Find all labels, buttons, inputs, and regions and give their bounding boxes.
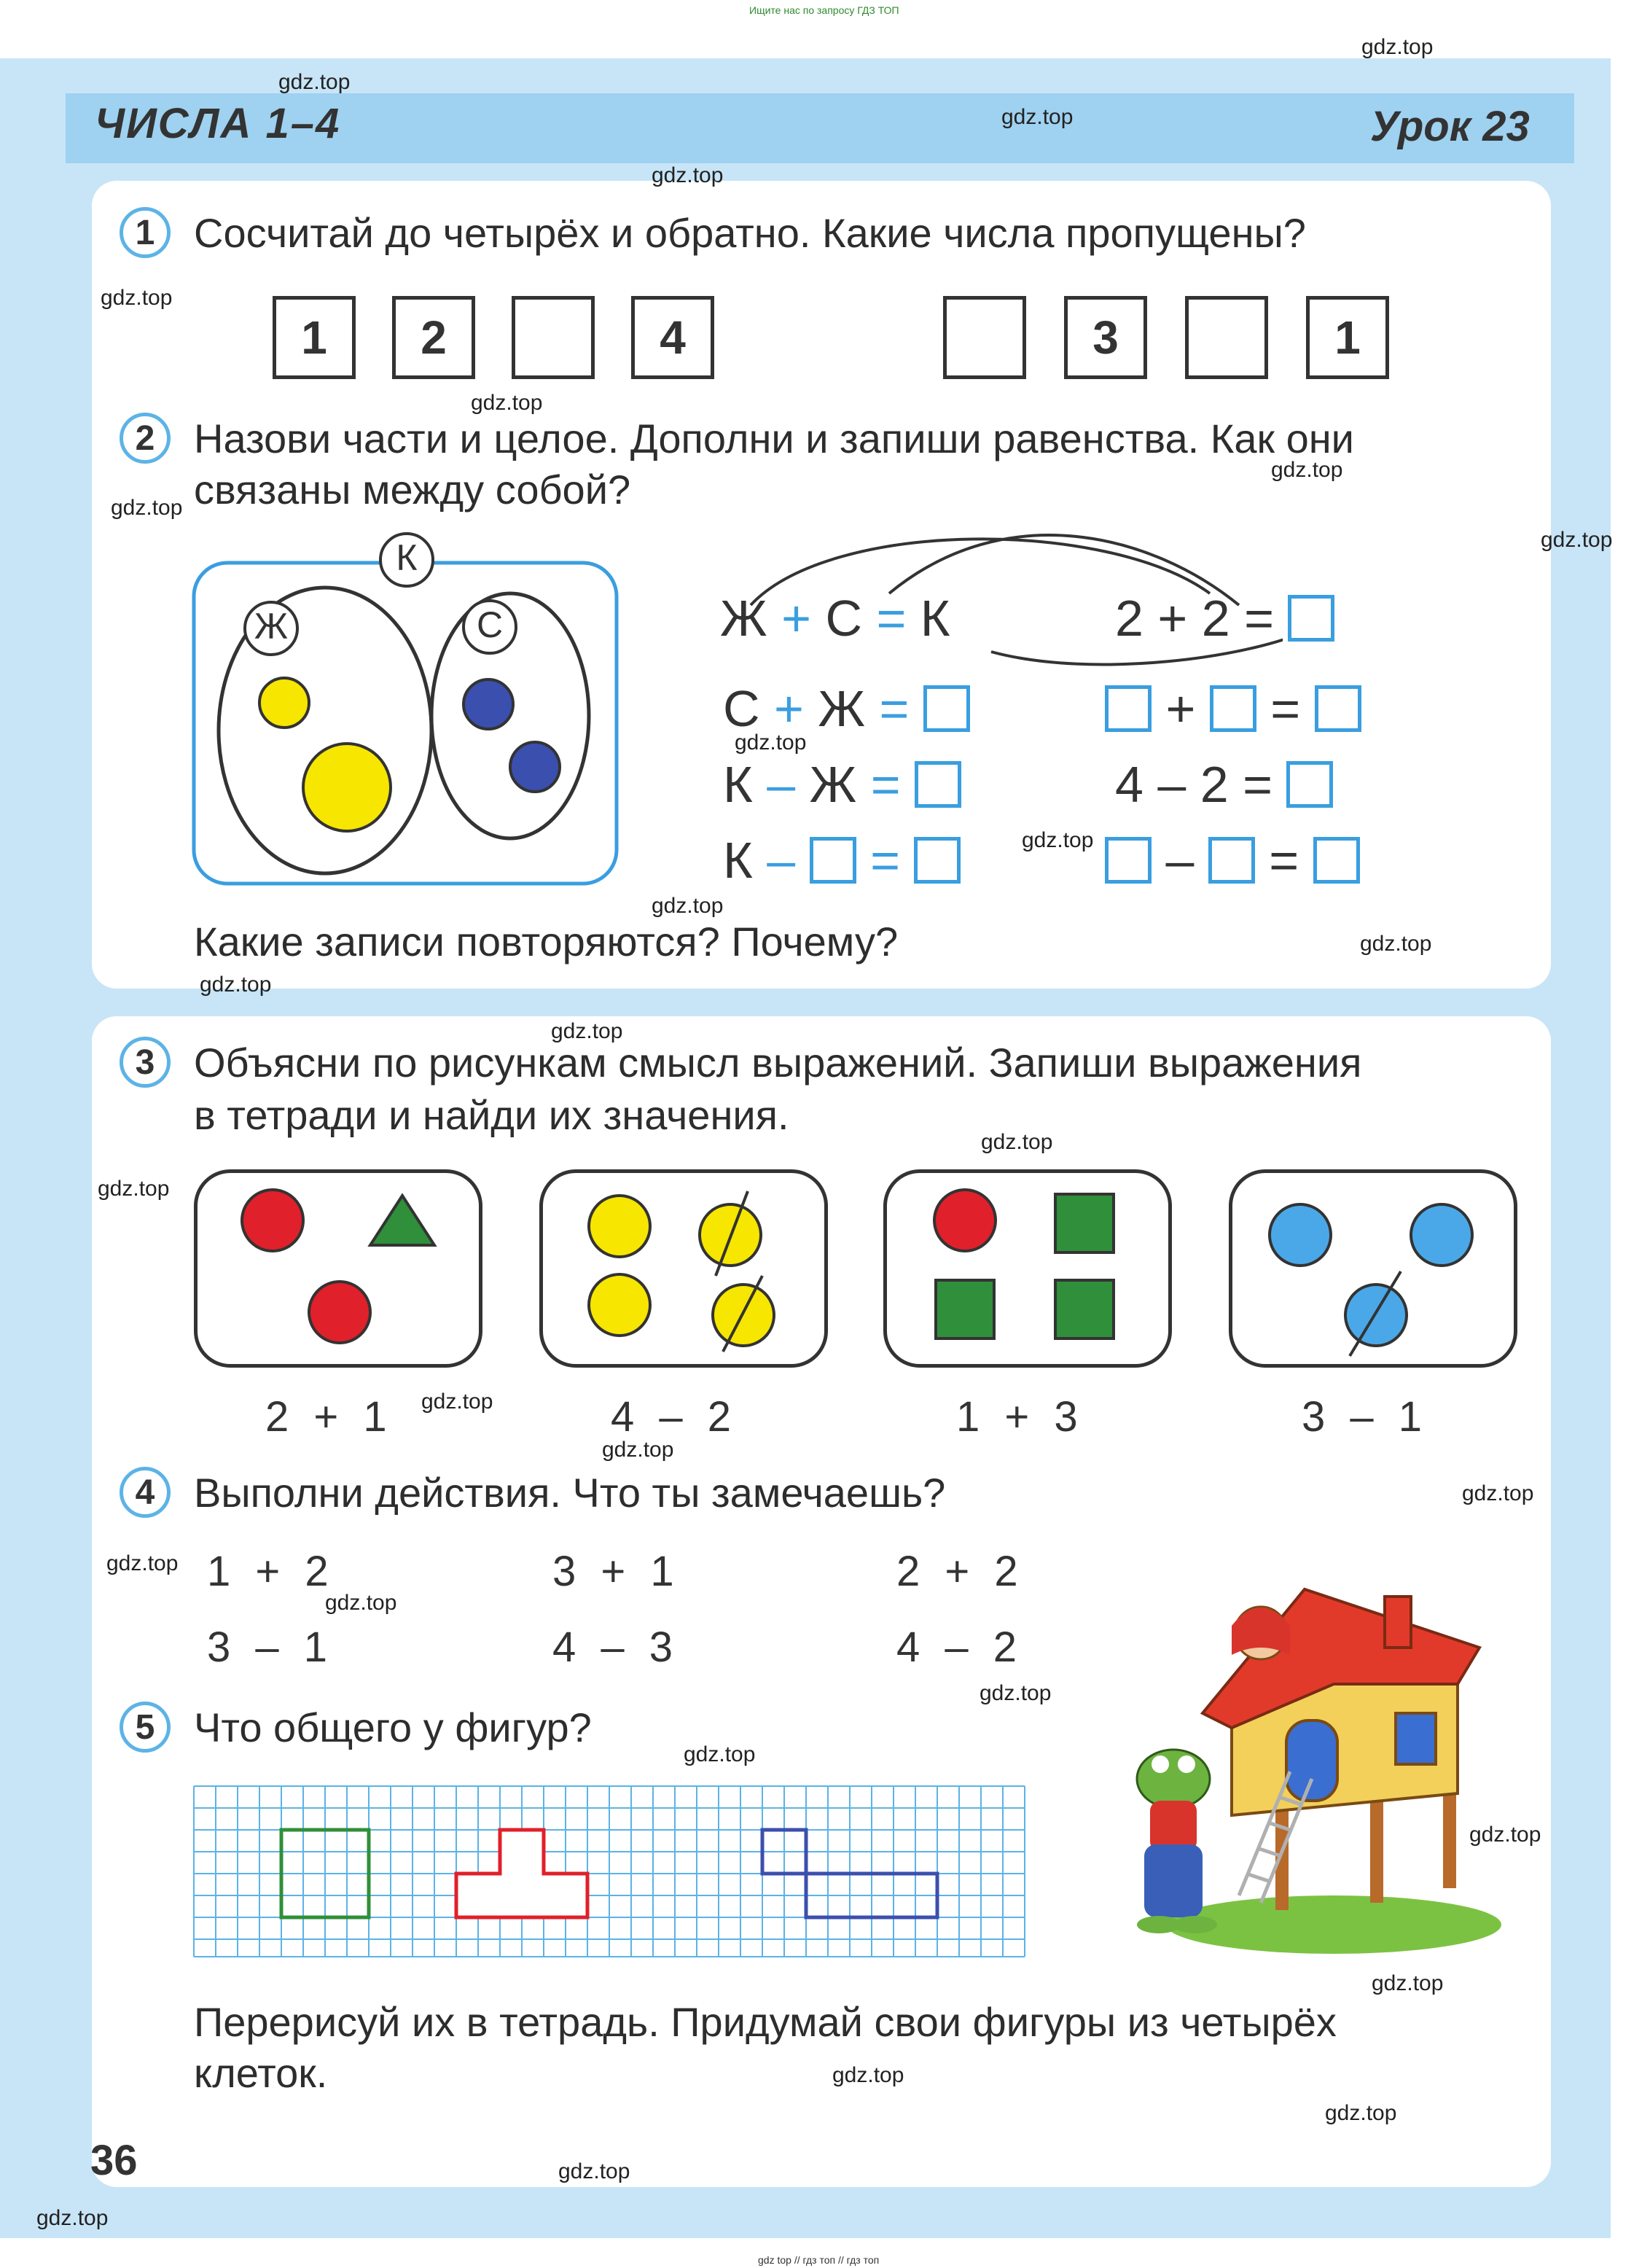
watermark: gdz.top — [106, 1551, 179, 1575]
watermark: gdz.top — [980, 1681, 1052, 1705]
expression-1: 2 + 1 — [265, 1393, 387, 1441]
forward-box-2: 2 — [392, 296, 475, 379]
watermark: gdz.top — [325, 1591, 397, 1615]
watermark: gdz.top — [1462, 1481, 1534, 1505]
task-4-text: Выполни действия. Что ты замечаешь? — [194, 1470, 946, 1516]
answer-box[interactable] — [1313, 837, 1360, 884]
answer-box[interactable] — [923, 685, 970, 732]
watermark: gdz.top — [652, 163, 724, 187]
watermark: gdz.top — [98, 1177, 170, 1201]
watermark: gdz.top — [832, 2063, 904, 2087]
blue-circle — [1270, 1204, 1331, 1266]
watermark: gdz.top — [1360, 932, 1432, 956]
answer-box[interactable] — [914, 837, 961, 884]
watermark: gdz.top — [551, 1019, 623, 1043]
expression-4: 3 – 1 — [1302, 1393, 1422, 1441]
answer-box[interactable] — [1105, 685, 1152, 732]
watermark: gdz.top — [1361, 35, 1434, 59]
eq-right-2: + = — [1105, 679, 1361, 738]
yellow-circle — [589, 1196, 650, 1257]
watermark: gdz.top — [1372, 1971, 1444, 1995]
watermark: gdz.top — [1001, 105, 1074, 129]
expression-3: 1 + 3 — [956, 1393, 1078, 1441]
task-4-expr-1: 1 + 2 — [207, 1548, 329, 1595]
task-2-line-1: Назови части и целое. Дополни и запиши равенства. Как они — [194, 416, 1354, 461]
answer-box[interactable] — [1210, 685, 1256, 732]
task-4-expr-2: 3 + 1 — [552, 1548, 674, 1595]
backward-box-3-empty[interactable] — [1185, 296, 1268, 379]
small-yellow-circle — [259, 678, 309, 728]
forward-box-4: 4 — [631, 296, 714, 379]
picture-3-shapes — [883, 1169, 1172, 1368]
eq-left-4: К – = — [723, 831, 961, 889]
label-s: С — [476, 604, 504, 645]
watermark: gdz.top — [421, 1390, 493, 1414]
label-k: К — [396, 537, 418, 578]
watermark: gdz.top — [1271, 458, 1343, 482]
task-3-line-1: Объясни по рисункам смысл выражений. Запиши выражения — [194, 1040, 1362, 1086]
blue-circle-1 — [464, 679, 513, 729]
task-3-line-2: в тетради и найди их значения. — [194, 1092, 789, 1138]
house-frog-illustration — [1115, 1560, 1523, 1968]
label-zh: Ж — [254, 606, 289, 647]
forward-box-1: 1 — [273, 296, 356, 379]
task-4-number: 4 — [120, 1467, 171, 1518]
red-circle — [242, 1190, 303, 1251]
task-5-line-1: Перерисуй их в тетрадь. Придумай свои фигуры из четырёх — [194, 1999, 1337, 2045]
task-5-text: Что общего у фигур? — [194, 1704, 592, 1750]
watermark: gdz.top — [101, 286, 173, 310]
red-circle — [309, 1282, 370, 1343]
backward-box-2: 3 — [1064, 296, 1147, 379]
eq-right-3: 4 – 2 = — [1115, 755, 1333, 814]
watermark: gdz.top — [981, 1130, 1053, 1154]
watermark: gdz.top — [735, 730, 807, 755]
watermark: gdz.top — [278, 70, 351, 94]
task-4-expr-4: 3 – 1 — [207, 1624, 327, 1671]
task-1-number: 1 — [120, 207, 171, 258]
bottom-note: gdz top // гдз топ // гдз топ — [758, 2254, 880, 2266]
answer-box[interactable] — [915, 761, 961, 808]
task-2-line-2: связаны между собой? — [194, 467, 631, 513]
picture-2-shapes — [539, 1169, 828, 1368]
big-yellow-circle — [303, 744, 391, 831]
red-t-figure-outline — [456, 1830, 587, 1917]
task-5-line-2: клеток. — [194, 2050, 328, 2096]
blue-circle-2 — [510, 742, 560, 792]
watermark: gdz.top — [1022, 828, 1094, 852]
watermark: gdz.top — [1325, 2101, 1397, 2125]
eq-left-1: Ж + С = К — [720, 590, 950, 647]
task-4-expr-6: 4 – 2 — [896, 1624, 1017, 1671]
task-1-text: Сосчитай до четырёх и обратно. Какие числа пропущены? — [194, 210, 1306, 256]
answer-box[interactable] — [1105, 837, 1152, 884]
red-circle — [934, 1190, 996, 1251]
task-5-number: 5 — [120, 1702, 171, 1753]
watermark: gdz.top — [558, 2159, 630, 2183]
forward-box-3-empty[interactable] — [512, 296, 595, 379]
watermark: gdz.top — [652, 894, 724, 918]
lesson-title: Урок 23 — [1370, 103, 1530, 150]
watermark: gdz.top — [684, 1742, 756, 1766]
yellow-circle — [589, 1274, 650, 1336]
watermark: gdz.top — [111, 496, 183, 520]
picture-4-shapes — [1229, 1169, 1517, 1368]
top-note: Ищите нас по запросу ГДЗ ТОП — [749, 4, 899, 16]
section-title: ЧИСЛА 1–4 — [95, 100, 341, 147]
page-number: 36 — [90, 2137, 138, 2184]
shapes-grid — [192, 1785, 1032, 1960]
green-square — [1055, 1194, 1114, 1252]
answer-box[interactable] — [1286, 761, 1333, 808]
backward-box-4: 1 — [1306, 296, 1389, 379]
answer-box[interactable] — [1315, 685, 1361, 732]
expression-2: 4 – 2 — [611, 1393, 731, 1441]
green-square — [1055, 1280, 1114, 1338]
green-triangle — [370, 1196, 434, 1245]
watermark: gdz.top — [602, 1438, 674, 1462]
task-4-expr-3: 2 + 2 — [896, 1548, 1018, 1595]
backward-box-1-empty[interactable] — [943, 296, 1026, 379]
answer-box[interactable] — [1288, 595, 1334, 642]
task-2-number: 2 — [120, 413, 171, 464]
green-square — [936, 1280, 994, 1338]
watermark: gdz.top — [471, 391, 543, 415]
eq-left-3: К – Ж = — [723, 755, 961, 814]
answer-box[interactable] — [1208, 837, 1255, 884]
blue-circle — [1411, 1204, 1472, 1266]
task-3-number: 3 — [120, 1037, 171, 1088]
picture-1-shapes — [194, 1169, 482, 1368]
watermark: gdz.top — [1541, 528, 1613, 552]
watermark: gdz.top — [200, 973, 272, 997]
task-4-expr-5: 4 – 3 — [552, 1624, 673, 1671]
part-whole-diagram — [187, 525, 631, 904]
eq-right-4: – = — [1105, 831, 1360, 889]
eq-left-2: С + Ж = — [723, 679, 970, 738]
watermark: gdz.top — [1469, 1823, 1541, 1847]
eq-right-1: 2 + 2 = — [1115, 589, 1334, 647]
task-2-question: Какие записи повторяются? Почему? — [194, 919, 899, 965]
watermark: gdz.top — [36, 2206, 109, 2230]
answer-box[interactable] — [810, 837, 856, 884]
